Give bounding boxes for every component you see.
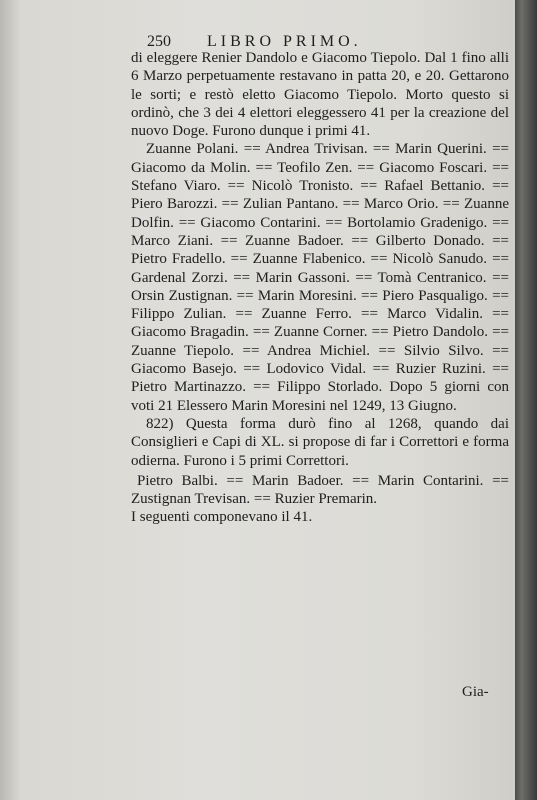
paragraph-election-intro: di eleggere Renier Dandolo e Giacomo Tiepolo. Dal 1 fino alli 6 Marzo perpetuamente restavano in patta 20, e 20. Gettarono le sorti; e restò eletto Giacomo Tiepolo. Morto questo si ordinò, che 3 dei 4 elettori eleggessero 41 per la creazione del nuovo Doge. Furono dunque i primi 41.: [131, 50, 509, 140]
paragraph-correttori-note: 822) Questa forma durò fino al 1268, quando dai Consiglieri e Capi di XL. si propose di far i Correttori e forma odierna. Furono i 5 primi Correttori.: [131, 415, 509, 469]
paragraph-closing: I seguenti componevano il 41.: [131, 509, 313, 526]
page-edge: [515, 0, 537, 800]
catchword: Gia-: [462, 684, 489, 700]
page-number: 250: [147, 33, 171, 50]
running-title: LIBRO PRIMO.: [207, 33, 362, 50]
paragraph-electors-list: Zuanne Polani. == Andrea Trivisan. == Marin Querini. == Giacomo da Molin. == Teofilo Zen. == Giacomo Foscari. == Stefano Viaro. == Nicolò Tronisto. == Rafael Bettanio. == Piero Barozzi. == Zulian Pantano. == Marco Orio. == Zuanne Dolfin. == Giacomo Contarini. == Bortolamio Gradenigo. == Marco Ziani. == Zuanne Badoer. == Gilberto Donado. == Pietro Fradello. == Zuanne Flabenico. == Nicolò Sanudo. == Gardenal Zorzi. == Marin Gassoni. == Tomà Centranico. == Orsin Zustignan. == Marin Moresini. == Piero Pasqualigo. == Filippo Zulian. == Zuanne Ferro. == Marco Vidalin. == Giacomo Bragadin. == Zuanne Corner. == Pietro Dandolo. == Zuanne Tiepolo. == Andrea Michiel. == Silvio Silvo. == Giacomo Basejo. == Lodovico Vidal. == Ruzier Ruzini. == Pietro Martinazzo. == Filippo Storlado. Dopo 5 giorni con voti 21 Elessero Marin Moresini nel 1249, 13 Giugno.: [131, 141, 509, 414]
paragraph-correttori-list: Pietro Balbi. == Marin Badoer. == Marin Contarini. == Zustignan Trevisan. == Ruzier Premarin.: [131, 472, 509, 508]
page-body: [131, 49, 509, 527]
